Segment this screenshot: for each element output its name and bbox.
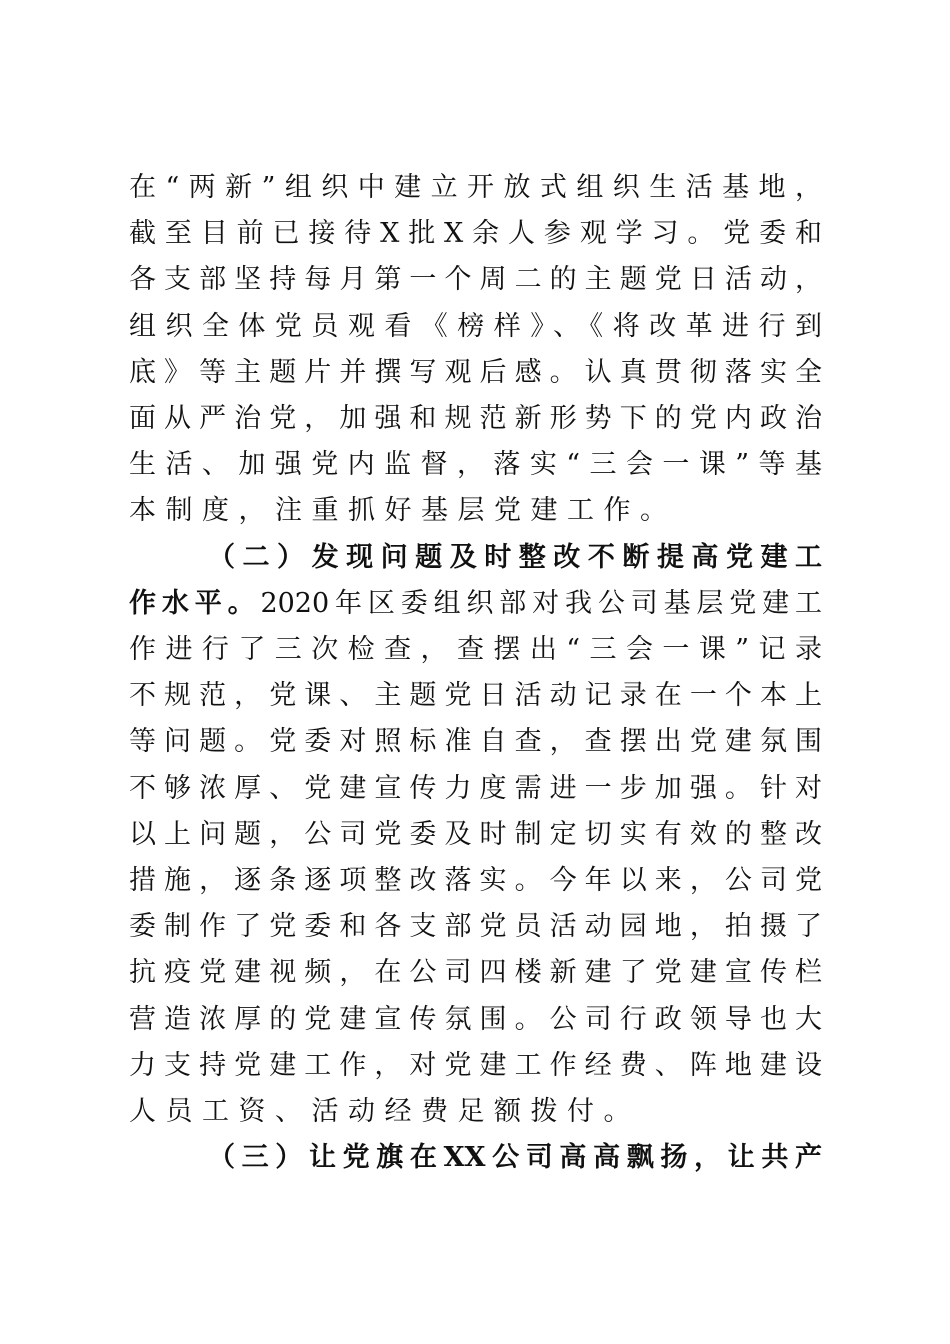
text-line: （二）发现问题及时整改不断提高党建工	[208, 541, 822, 573]
text-line: 底》等主题片并撰写观后感。认真贯彻落实全	[129, 356, 822, 388]
text-line: 在“两新”组织中建立开放式组织生活基地，	[129, 172, 822, 203]
text-line: 等问题。党委对照标准自查，查摆出党建氛围	[129, 726, 822, 758]
text-line: 生活、加强党内监督，落实“三会一课”等基	[129, 449, 822, 481]
text-line: 本制度，注重抓好基层党建工作。	[129, 495, 677, 527]
text-line: 面从严治党，加强和规范新形势下的党内政治	[129, 403, 822, 434]
text-line	[129, 586, 822, 622]
text-line: 人员工资、活动经费足额拨付。	[129, 1096, 640, 1127]
text-line: 不规范，党课、主题党日活动记录在一个本上	[129, 680, 822, 712]
line-text: 2020年区委组织部对我公司基层党建工	[260, 587, 823, 619]
text-line: 组织全体党员观看《榜样》、《将改革进行到	[129, 310, 822, 342]
text-line: 抗疫党建视频，在公司四楼新建了党建宣传栏	[129, 957, 822, 989]
text-line: 截至目前已接待X批X余人参观学习。党委和	[129, 218, 822, 250]
text-line: 力支持党建工作，对党建工作经费、阵地建设	[129, 1049, 822, 1081]
text-line: 以上问题，公司党委及时制定切实有效的整改	[129, 818, 822, 850]
text-line: 措施，逐条逐项整改落实。今年以来，公司党	[129, 865, 822, 896]
text-line: （三）让党旗在XX公司高高飘扬，让共产	[208, 1142, 822, 1174]
text-line: 委制作了党委和各支部党员活动园地，拍摄了	[129, 911, 822, 943]
text-line: 营造浓厚的党建宣传氛围。公司行政领导也大	[129, 1003, 822, 1035]
text-line: 作进行了三次检查，查摆出“三会一课”记录	[129, 634, 822, 665]
text-line: 不够浓厚、党建宣传力度需进一步加强。针对	[129, 772, 822, 804]
text-line: 各支部坚持每月第一个周二的主题党日活动，	[129, 264, 822, 296]
heading-tail: 作水平。	[129, 587, 261, 619]
